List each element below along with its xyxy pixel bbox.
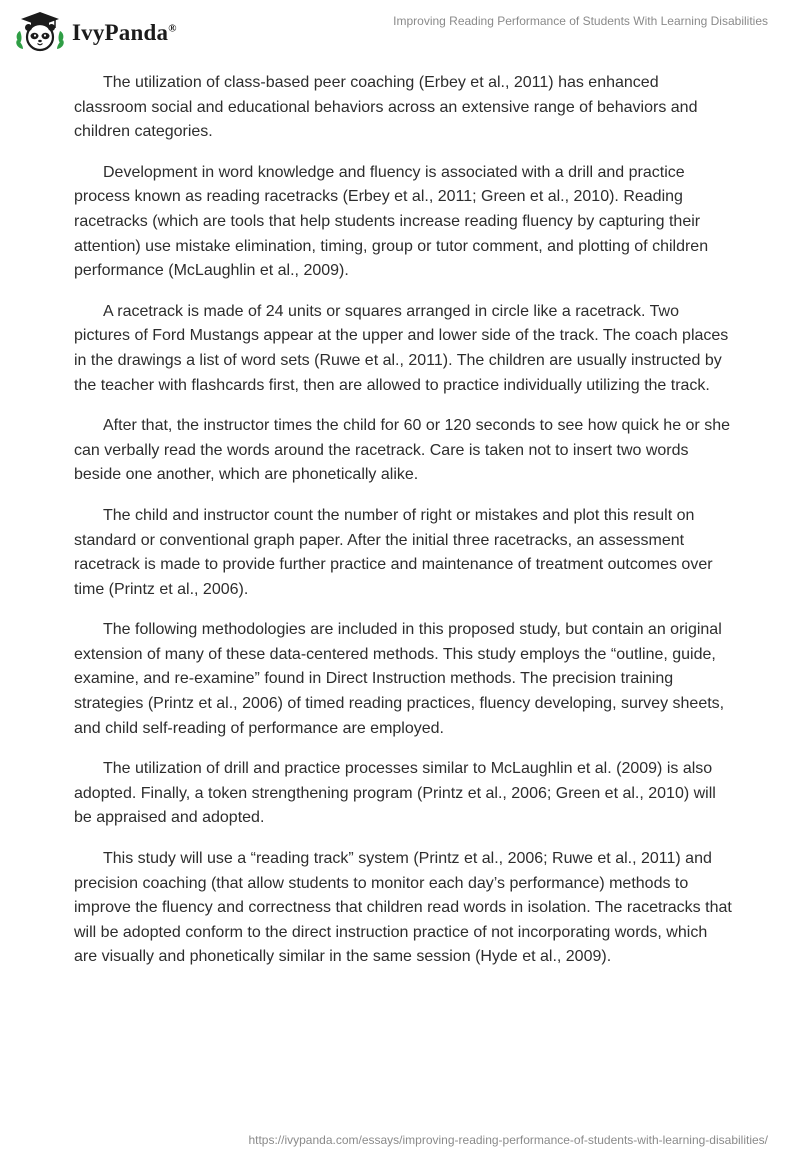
panda-graduate-icon	[14, 9, 66, 57]
brand-name: IvyPanda®	[72, 20, 177, 45]
paragraph: The utilization of drill and practice processes similar to McLaughlin et al. (2009) is also adopted. Finally, a token strengthening program (Printz et al., 2006; Green et al., 2010) will be appraised and adopted.	[74, 760, 716, 827]
ivypanda-logo[interactable]	[14, 8, 177, 58]
paragraph: The following methodologies are included in this proposed study, but contain an original extension of many of these data-centered methods. This study employs the “outline, guide, examine, and re-examine” found in Direct Instruction methods. The precision training strategies (Printz et al., 2006) of timed reading practices, fluency developing, survey sheets, and child self-reading of performance are employed.	[74, 621, 725, 737]
paragraph: Development in word knowledge and fluency is associated with a drill and practice process known as reading racetracks (Erbey et al., 2011; Green et al., 2010). Reading racetracks (which are tools that help students increase reading fluency by capturing their attention) use mistake elimination, timing, group or tutor comment, and plotting of children performance (McLaughlin et al., 2009).	[74, 163, 709, 280]
source-url-link[interactable]: https://ivypanda.com/essays/improving-reading-performance-of-students-with-learning-disabilities/	[248, 1133, 768, 1147]
document-title: Improving Reading Performance of Students With Learning Disabilities	[393, 14, 768, 28]
page-header	[0, 0, 800, 66]
paragraph: This study will use a “reading track” system (Printz et al., 2006; Ruwe et al., 2011) and precision coaching (that allow students to monitor each day’s performance) methods to improve the fluency and correctness that children read words in isolation. The racetracks that will be adopted conform to the direct instruction practice of not incorporating words, which are visually and phonetically similar in the same session (Hyde et al., 2009).	[74, 850, 732, 966]
paragraph: The utilization of class-based peer coaching (Erbey et al., 2011) has enhanced classroom social and educational behaviors across an extensive range of behaviors and children categories.	[74, 74, 698, 141]
paragraph: After that, the instructor times the child for 60 or 120 seconds to see how quick he or she can verbally read the words around the racetrack. Care is taken not to insert two words beside one another, which are phonetically alike.	[74, 417, 730, 484]
paragraph: A racetrack is made of 24 units or squares arranged in circle like a racetrack. Two pictures of Ford Mustangs appear at the upper and lower side of the track. The coach places in the drawings a list of word sets (Ruwe et al., 2011). The children are usually instructed by the teacher with flashcards first, then are allowed to practice individually utilizing the track.	[74, 302, 729, 394]
paragraph: The child and instructor count the number of right or mistakes and plot this result on standard or conventional graph paper. After the initial three racetracks, an assessment racetrack is made to provide further practice and maintenance of treatment outcomes over time (Printz et al., 2006).	[74, 506, 713, 598]
essay-body	[74, 71, 734, 986]
